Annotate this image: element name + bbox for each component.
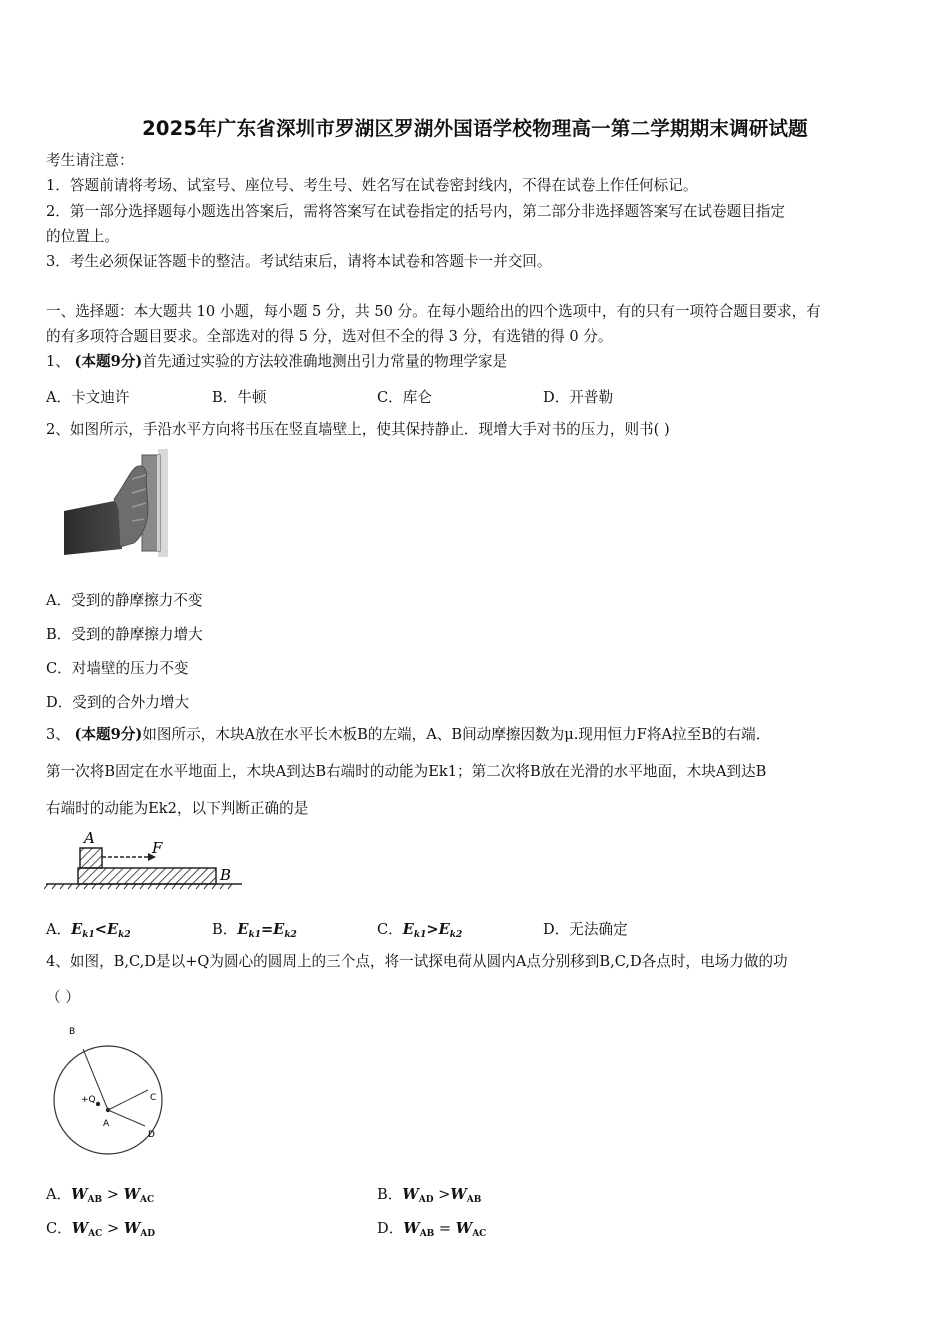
question-4-bracket: （ ）: [46, 989, 80, 1006]
section-instructions: 一、选择题：本大题共 10 小题，每小题 5 分，共 50 分。在每小题给出的四个选项中，有的只有一项符合题目要求，有: [46, 303, 821, 320]
option-b: B．牛顿: [212, 389, 267, 406]
hand-book-wall-figure: [64, 449, 182, 557]
label-b: B: [69, 1027, 76, 1037]
label-b: B: [220, 866, 232, 884]
option-d: D．开普勒: [543, 389, 614, 406]
option-b: B．$W_{AD} >W_{AB}$: [377, 1186, 482, 1205]
option-c: C．$W_{AC} > W_{AD}$: [46, 1220, 156, 1239]
question-text: 如图所示，木块A放在水平长木板B的左端，A、B间动摩擦因数为μ.现用恒力F将A拉至B的右端．: [142, 726, 771, 743]
option-b: B．$E_{k1}=E_{k2}$: [212, 921, 297, 940]
label-d: D: [148, 1130, 155, 1140]
notice-item: 3．考生必须保证答题卡的整洁。考试结束后，请将本试卷和答题卡一并交回。: [46, 253, 552, 270]
option-c: C．$E_{k1}>E_{k2}$: [377, 921, 463, 940]
option-d: D．$W_{AB} = W_{AC}$: [377, 1220, 487, 1239]
question-number: 1、: [46, 353, 70, 370]
option-a: A．卡文迪许: [46, 389, 130, 406]
notice-item: 1．答题前请将考场、试室号、座位号、考生号、姓名写在试卷密封线内，不得在试卷上作任何标记。: [46, 177, 698, 194]
notice-item: 2．第一部分选择题每小题选出答案后，需将答案写在试卷指定的括号内，第二部分非选择题答案写在试卷题目指定: [46, 203, 785, 220]
line-ac: [108, 1090, 148, 1110]
question-number: 3、: [46, 726, 70, 743]
circle-charge-figure: [50, 1022, 180, 1158]
label-f: F: [152, 839, 163, 857]
notice-item: 的位置上。: [46, 228, 119, 245]
notice-heading: 考生请注意：: [46, 152, 134, 169]
board-b: [78, 868, 216, 884]
question-4-stem: 4、如图，B,C,D是以+Q为圆心的圆周上的三个点，将一试探电荷从圆内A点分别移到B,C,D各点时，电场力做的功: [46, 953, 788, 970]
question-3-text: 第一次将B固定在水平地面上，木块A到达B右端时的动能为Ek1；第二次将B放在光滑的水平地面，木块A到达B: [46, 763, 767, 780]
circle: [54, 1046, 162, 1154]
label-a: A: [103, 1119, 110, 1129]
question-1-stem: [46, 353, 507, 371]
option-a: A．$W_{AB} > W_{AC}$: [46, 1186, 155, 1205]
option-a: A．受到的静摩擦力不变: [46, 592, 203, 609]
label-q: +Q: [81, 1095, 96, 1105]
section-instructions: 的有多项符合题目要求。全部选对的得 5 分，选对但不全的得 3 分，有选错的得 0 分。: [46, 328, 613, 345]
question-3-text: 右端时的动能为Ek2，以下判断正确的是: [46, 800, 309, 817]
charge-q-point: [96, 1102, 100, 1106]
label-c: C: [150, 1093, 157, 1103]
option-d: D．受到的合外力增大: [46, 694, 190, 711]
block-board-figure: [44, 828, 244, 890]
line-ad: [108, 1110, 145, 1126]
label-a: A: [84, 829, 95, 847]
block-a: [80, 848, 102, 868]
question-tag: (本题9分): [74, 353, 143, 370]
question-tag: (本题9分): [74, 726, 143, 743]
question-text: 首先通过实验的方法较准确地测出引力常量的物理学家是: [142, 353, 508, 370]
question-3-stem: [46, 726, 770, 744]
option-b: B．受到的静摩擦力增大: [46, 626, 203, 643]
option-d: D．无法确定: [543, 921, 628, 938]
page-title: 2025年广东省深圳市罗湖区罗湖外国语学校物理高一第二学期期末调研试题: [142, 117, 808, 140]
option-a: A．$E_{k1}<E_{k2}$: [46, 921, 131, 940]
question-2-stem: 2、如图所示，手沿水平方向将书压在竖直墙壁上，使其保持静止．现增大手对书的压力，则书( ): [46, 421, 670, 438]
option-c: C．对墙壁的压力不变: [46, 660, 189, 677]
option-c: C．库仑: [377, 389, 432, 406]
